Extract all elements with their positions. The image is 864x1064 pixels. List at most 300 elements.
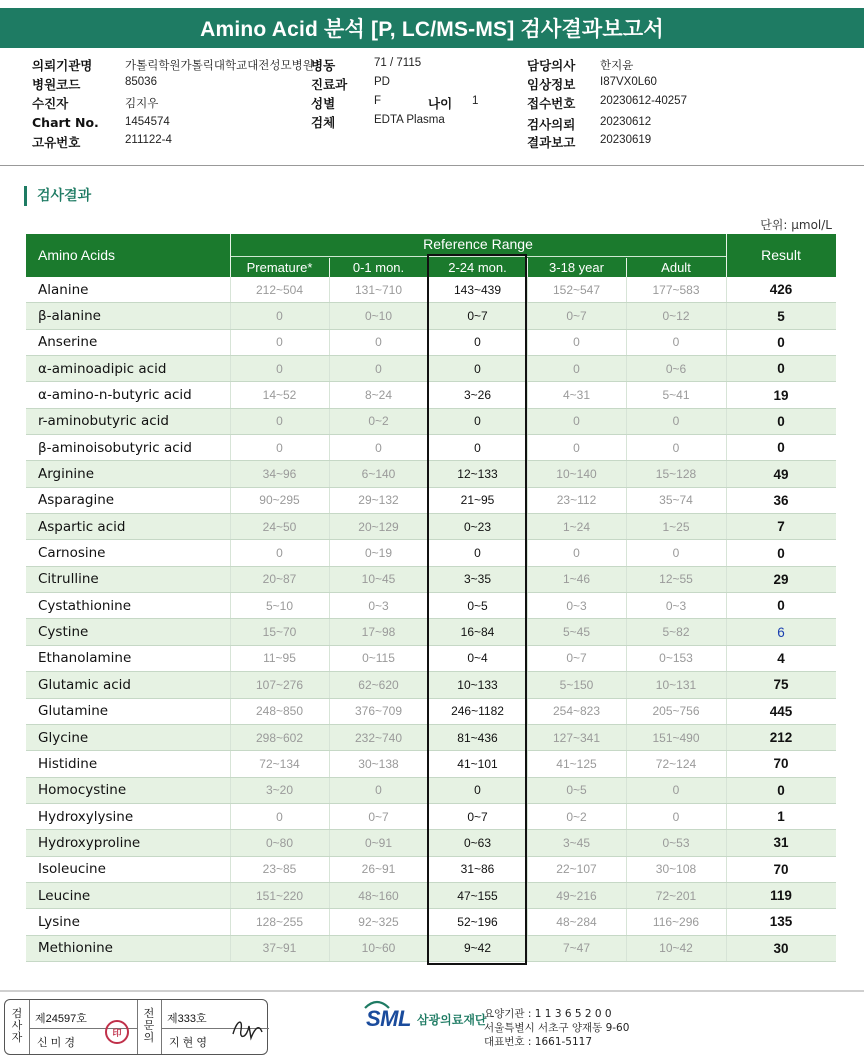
column-divider <box>329 277 330 302</box>
column-divider <box>428 277 429 302</box>
column-divider <box>726 409 727 434</box>
care-institution-no: 요양기관 : 1 1 3 6 5 2 0 0 <box>484 1008 612 1020</box>
amino-acid-name: Arginine <box>38 466 95 483</box>
examiner-name: 신 미 경 <box>37 1037 75 1049</box>
reference-range-cell: 0 <box>672 440 680 455</box>
column-divider <box>726 382 727 407</box>
reference-range-cell: 0~80 <box>265 835 294 850</box>
column-divider <box>428 461 429 486</box>
column-divider <box>527 646 528 671</box>
table-row <box>26 778 836 804</box>
amino-acid-name: Hydroxylysine <box>38 808 134 825</box>
column-divider <box>230 540 231 565</box>
signature-divider <box>161 1000 162 1054</box>
column-divider <box>626 830 627 855</box>
reference-range-cell: 0 <box>276 309 283 324</box>
column-divider <box>230 593 231 618</box>
clinical-info-value: I87VX0L60 <box>600 76 657 88</box>
column-divider <box>726 488 727 513</box>
reference-range-cell: 0 <box>276 809 283 824</box>
column-divider <box>527 857 528 882</box>
column-divider <box>428 830 429 855</box>
amino-acid-name: Cystine <box>38 624 89 641</box>
reference-range-cell: 143~439 <box>453 282 502 297</box>
column-divider <box>626 725 627 750</box>
table-row <box>26 277 836 303</box>
reference-range-cell: 116~296 <box>652 914 700 929</box>
sex-value: F <box>374 95 382 107</box>
reference-range-cell: 0 <box>276 414 283 429</box>
column-divider <box>626 778 627 803</box>
reference-range-cell: 0 <box>375 783 382 798</box>
result-cell: 0 <box>777 361 785 377</box>
reference-range-cell: 131~710 <box>354 282 403 297</box>
reference-range-cell: 0 <box>474 440 481 455</box>
column-divider <box>626 435 627 460</box>
amino-acid-name: Hydroxyproline <box>38 834 141 851</box>
header-amino-acids: Amino Acids <box>38 247 116 263</box>
reference-range-cell: 10~131 <box>655 677 697 692</box>
table-row <box>26 909 836 935</box>
table-row <box>26 593 836 619</box>
reference-range-cell: 6~140 <box>361 467 396 482</box>
reference-range-cell: 0 <box>672 809 680 824</box>
column-divider <box>329 540 330 565</box>
vertical-label-char: 의 <box>143 1032 155 1044</box>
vertical-label-char: 사 <box>11 1020 23 1032</box>
column-divider <box>329 435 330 460</box>
column-divider <box>230 778 231 803</box>
reference-range-cell: 5~82 <box>662 625 690 640</box>
column-divider <box>626 303 627 328</box>
column-divider <box>230 514 231 539</box>
header-result: Result <box>761 247 801 263</box>
reference-range-cell: 34~96 <box>262 467 297 482</box>
column-divider <box>329 672 330 697</box>
reference-range-cell: 298~602 <box>255 730 304 745</box>
column-divider <box>726 461 727 486</box>
column-divider <box>230 330 231 355</box>
reference-range-cell: 376~709 <box>354 704 403 719</box>
column-divider <box>428 540 429 565</box>
reference-range-cell: 0~19 <box>364 546 393 561</box>
request-date-label: 검사의뢰 <box>527 117 576 132</box>
reference-range-cell: 0 <box>375 361 382 376</box>
reference-range-cell: 0 <box>573 440 580 455</box>
column-divider <box>626 514 627 539</box>
result-cell: 426 <box>769 282 793 298</box>
result-cell: 70 <box>773 861 789 877</box>
examiner-no: 제24597호 <box>35 1013 87 1025</box>
result-cell: 70 <box>773 756 789 772</box>
contact-info <box>484 1007 629 1049</box>
column-divider <box>527 409 528 434</box>
reference-range-cell: 31~86 <box>460 862 495 877</box>
reference-range-cell: 0 <box>474 414 481 429</box>
institution-label: 의뢰기관명 <box>32 58 93 73</box>
reference-range-cell: 3~35 <box>463 572 492 587</box>
result-cell: 119 <box>770 888 792 904</box>
vertical-label-char: 전 <box>143 1008 155 1020</box>
column-divider <box>626 382 627 407</box>
reference-range-cell: 1~24 <box>562 519 591 534</box>
reference-range-cell: 246~1182 <box>451 704 504 719</box>
column-divider <box>230 435 231 460</box>
result-cell: 31 <box>773 835 789 851</box>
result-cell: 0 <box>777 598 785 614</box>
amino-acid-name: Homocystine <box>38 782 127 799</box>
column-divider <box>329 830 330 855</box>
column-divider <box>726 303 727 328</box>
vertical-label-char: 문 <box>143 1020 155 1032</box>
section-title: 검사결과 <box>24 186 91 206</box>
column-divider <box>527 356 528 381</box>
patient-value: 김지우 <box>125 98 159 110</box>
column-divider <box>230 672 231 697</box>
amino-acid-name: Glycine <box>38 729 89 746</box>
column-divider <box>428 435 429 460</box>
column-divider <box>527 751 528 776</box>
reference-range-cell: 5~41 <box>662 388 690 403</box>
reference-range-cell: 22~107 <box>556 862 597 877</box>
column-divider <box>230 725 231 750</box>
hospital-code-label: 병원코드 <box>32 77 81 92</box>
column-divider <box>626 909 627 934</box>
reference-range-cell: 92~325 <box>358 914 399 929</box>
chart-no-value: 1454574 <box>125 116 170 128</box>
column-divider <box>230 409 231 434</box>
header-divider <box>230 256 726 257</box>
amino-acid-name: Methionine <box>38 940 113 957</box>
column-divider <box>230 883 231 908</box>
address: 서울특별시 서초구 양재동 9-60 <box>484 1022 630 1034</box>
column-divider <box>329 646 330 671</box>
column-divider <box>626 488 627 513</box>
reference-range-cell: 35~74 <box>659 493 693 508</box>
column-divider <box>626 646 627 671</box>
reference-range-cell: 0~10 <box>364 309 393 324</box>
table-row <box>26 514 836 540</box>
column-divider <box>726 567 727 592</box>
column-divider <box>428 619 429 644</box>
table-row <box>26 303 836 329</box>
reference-range-cell: 0~153 <box>659 651 693 666</box>
organization-name: 삼광의료재단 <box>416 1012 487 1027</box>
header-ref-3-18-year: 3-18 year <box>549 260 604 275</box>
header-separator <box>527 258 528 277</box>
receipt-no-label: 접수번호 <box>527 96 576 111</box>
table-row <box>26 461 836 487</box>
reference-range-cell: 0~3 <box>368 598 389 613</box>
signature-divider <box>29 1000 30 1054</box>
reference-range-cell: 26~91 <box>361 862 396 877</box>
column-divider <box>726 593 727 618</box>
age-value: 1 <box>472 95 479 107</box>
vertical-label-char: 검 <box>11 1008 23 1020</box>
reference-range-cell: 151~490 <box>652 730 700 745</box>
reference-range-cell: 14~52 <box>262 388 297 403</box>
column-divider <box>726 830 727 855</box>
reference-range-cell: 47~155 <box>457 888 498 903</box>
header-ref-2-24-mon: 2-24 mon. <box>448 260 507 275</box>
table-row <box>26 382 836 408</box>
table-row <box>26 751 836 777</box>
header-separator <box>230 234 231 277</box>
reviewer-no: 제333호 <box>167 1013 207 1025</box>
chart-no-label: Chart No. <box>32 115 99 130</box>
sml-emblem-icon <box>362 998 392 1028</box>
column-divider <box>329 699 330 724</box>
column-divider <box>726 277 727 302</box>
hospital-code-value: 85036 <box>125 76 157 88</box>
reference-range-cell: 9~42 <box>463 941 492 956</box>
footer-divider <box>0 990 864 992</box>
column-divider <box>726 725 727 750</box>
column-divider <box>329 883 330 908</box>
amino-acid-name: Cystathionine <box>38 597 132 614</box>
column-divider <box>726 646 727 671</box>
reference-range-cell: 12~133 <box>457 467 498 482</box>
doctor-value: 한지윤 <box>600 60 634 72</box>
column-divider <box>428 593 429 618</box>
reference-range-cell: 37~91 <box>262 941 297 956</box>
reference-range-cell: 0 <box>276 335 283 350</box>
report-date-label: 결과보고 <box>527 135 576 150</box>
column-divider <box>329 567 330 592</box>
column-divider <box>726 540 727 565</box>
reference-range-cell: 0~7 <box>467 309 488 324</box>
result-cell: 30 <box>773 940 789 956</box>
reference-range-cell: 0 <box>573 546 580 561</box>
amino-acid-name: Carnosine <box>38 545 106 562</box>
column-divider <box>726 514 727 539</box>
reference-range-cell: 127~341 <box>552 730 601 745</box>
reference-range-cell: 0~2 <box>368 414 389 429</box>
column-divider <box>527 936 528 961</box>
column-divider <box>230 488 231 513</box>
reviewer-signature <box>229 1014 265 1044</box>
column-divider <box>527 883 528 908</box>
column-divider <box>230 857 231 882</box>
column-divider <box>329 778 330 803</box>
column-divider <box>329 619 330 644</box>
reference-range-cell: 0 <box>474 361 481 376</box>
reference-range-cell: 1~46 <box>562 572 591 587</box>
amino-acid-name: Isoleucine <box>38 861 106 878</box>
column-divider <box>527 540 528 565</box>
column-divider <box>726 435 727 460</box>
amino-acid-name: β-aminoisobutyric acid <box>38 439 192 456</box>
column-divider <box>428 778 429 803</box>
column-divider <box>329 514 330 539</box>
column-divider <box>329 804 330 829</box>
reference-range-cell: 0~7 <box>467 809 488 824</box>
table-row <box>26 619 836 645</box>
reference-range-cell: 4~31 <box>562 388 591 403</box>
reference-range-cell: 0~3 <box>566 598 587 613</box>
column-divider <box>626 330 627 355</box>
vertical-label-char: 자 <box>11 1032 23 1044</box>
result-cell: 5 <box>777 308 785 324</box>
amino-acid-name: Alanine <box>38 281 89 298</box>
reference-range-cell: 10~60 <box>361 941 396 956</box>
reference-range-cell: 23~85 <box>262 862 297 877</box>
column-divider <box>428 699 429 724</box>
column-divider <box>726 751 727 776</box>
unique-no-label: 고유번호 <box>32 135 81 150</box>
header-reference-range: Reference Range <box>423 236 533 252</box>
column-divider <box>230 699 231 724</box>
header-ref-adult: Adult <box>661 260 691 275</box>
table-row <box>26 699 836 725</box>
amino-acid-name: α-amino-n-butyric acid <box>38 387 192 404</box>
column-divider <box>626 751 627 776</box>
reference-range-cell: 128~255 <box>255 914 304 929</box>
column-divider <box>230 646 231 671</box>
reference-range-cell: 0 <box>573 361 580 376</box>
reference-range-cell: 81~436 <box>457 730 498 745</box>
reference-range-cell: 20~129 <box>358 519 399 534</box>
column-divider <box>626 409 627 434</box>
column-divider <box>527 699 528 724</box>
amino-acid-name: r-aminobutyric acid <box>38 413 169 430</box>
table-row <box>26 356 836 382</box>
reference-range-cell: 0~4 <box>467 651 488 666</box>
reference-range-cell: 0~7 <box>368 809 389 824</box>
result-cell: 49 <box>773 466 789 482</box>
report-date-value: 20230619 <box>600 134 652 146</box>
column-divider <box>230 461 231 486</box>
reference-range-cell: 49~216 <box>556 888 597 903</box>
reference-range-cell: 0 <box>573 335 580 350</box>
amino-acid-name: Histidine <box>38 755 98 772</box>
column-divider <box>726 883 727 908</box>
specimen-label: 검체 <box>311 115 336 130</box>
column-divider <box>428 857 429 882</box>
reference-range-cell: 11~95 <box>263 651 296 666</box>
result-cell: 6 <box>777 624 785 640</box>
column-divider <box>230 277 231 302</box>
amino-acid-name: Glutamine <box>38 703 109 720</box>
column-divider <box>527 330 528 355</box>
reference-range-cell: 15~128 <box>655 467 697 482</box>
table-row <box>26 435 836 461</box>
table-row <box>26 857 836 883</box>
column-divider <box>527 567 528 592</box>
reference-range-cell: 0 <box>672 546 680 561</box>
column-divider <box>527 277 528 302</box>
column-divider <box>626 567 627 592</box>
table-row <box>26 725 836 751</box>
reference-range-cell: 30~138 <box>358 756 399 771</box>
reference-range-cell: 107~276 <box>255 677 304 692</box>
column-divider <box>527 435 528 460</box>
sml-logo <box>366 1006 487 1032</box>
signature-divider <box>137 1000 138 1054</box>
column-divider <box>626 619 627 644</box>
dept-label: 진료과 <box>311 77 348 92</box>
reference-range-cell: 10~140 <box>556 467 597 482</box>
table-header <box>26 234 836 277</box>
column-divider <box>230 909 231 934</box>
table-row <box>26 567 836 593</box>
column-divider <box>726 778 727 803</box>
table-row <box>26 540 836 566</box>
reference-range-cell: 0~115 <box>362 651 395 666</box>
column-divider <box>626 699 627 724</box>
doctor-label: 담당의사 <box>527 58 576 73</box>
sml-logo-text: SML <box>366 1006 411 1031</box>
column-divider <box>428 382 429 407</box>
reference-range-cell: 72~124 <box>655 756 697 771</box>
column-divider <box>626 857 627 882</box>
amino-acid-name: Citrulline <box>38 571 99 588</box>
column-divider <box>626 593 627 618</box>
column-divider <box>428 514 429 539</box>
reference-range-cell: 0~23 <box>463 519 492 534</box>
column-divider <box>428 804 429 829</box>
column-divider <box>726 699 727 724</box>
reference-range-cell: 5~45 <box>562 625 591 640</box>
column-divider <box>230 303 231 328</box>
patient-label: 수진자 <box>32 96 69 111</box>
result-cell: 4 <box>777 650 785 666</box>
column-divider <box>329 330 330 355</box>
reference-range-cell: 1~25 <box>662 519 690 534</box>
result-cell: 0 <box>777 413 785 429</box>
column-divider <box>329 409 330 434</box>
table-row <box>26 330 836 356</box>
amino-acid-name: Glutamic acid <box>38 676 131 693</box>
reference-range-cell: 72~201 <box>655 888 697 903</box>
result-cell: 7 <box>777 519 785 535</box>
column-divider <box>428 303 429 328</box>
clinical-info-label: 임상정보 <box>527 77 576 92</box>
column-divider <box>726 330 727 355</box>
ward-value: 71 / 7115 <box>374 57 422 69</box>
column-divider <box>726 804 727 829</box>
column-divider <box>527 619 528 644</box>
column-divider <box>428 725 429 750</box>
request-date-value: 20230612 <box>600 116 652 128</box>
specimen-value: EDTA Plasma <box>374 114 445 126</box>
column-divider <box>428 751 429 776</box>
reference-range-cell: 248~850 <box>255 704 304 719</box>
reference-range-cell: 0 <box>474 783 481 798</box>
header-ref-premature: Premature* <box>246 260 313 275</box>
reference-range-cell: 12~55 <box>659 572 693 587</box>
column-divider <box>527 804 528 829</box>
header-separator <box>329 258 330 277</box>
reference-range-cell: 23~112 <box>556 493 597 508</box>
column-divider <box>329 303 330 328</box>
reference-range-cell: 15~70 <box>262 625 297 640</box>
reference-range-cell: 62~620 <box>358 677 399 692</box>
reference-range-cell: 5~10 <box>265 598 294 613</box>
result-cell: 445 <box>769 703 793 719</box>
column-divider <box>428 356 429 381</box>
reference-range-cell: 0 <box>474 546 481 561</box>
reference-range-cell: 3~26 <box>463 388 492 403</box>
reference-range-cell: 0 <box>672 783 680 798</box>
amino-acid-name: Leucine <box>38 887 91 904</box>
reference-range-cell: 232~740 <box>354 730 403 745</box>
reference-range-cell: 24~50 <box>262 519 297 534</box>
column-divider <box>626 540 627 565</box>
column-divider <box>329 382 330 407</box>
header-separator <box>626 258 627 277</box>
header-separator <box>428 258 429 277</box>
